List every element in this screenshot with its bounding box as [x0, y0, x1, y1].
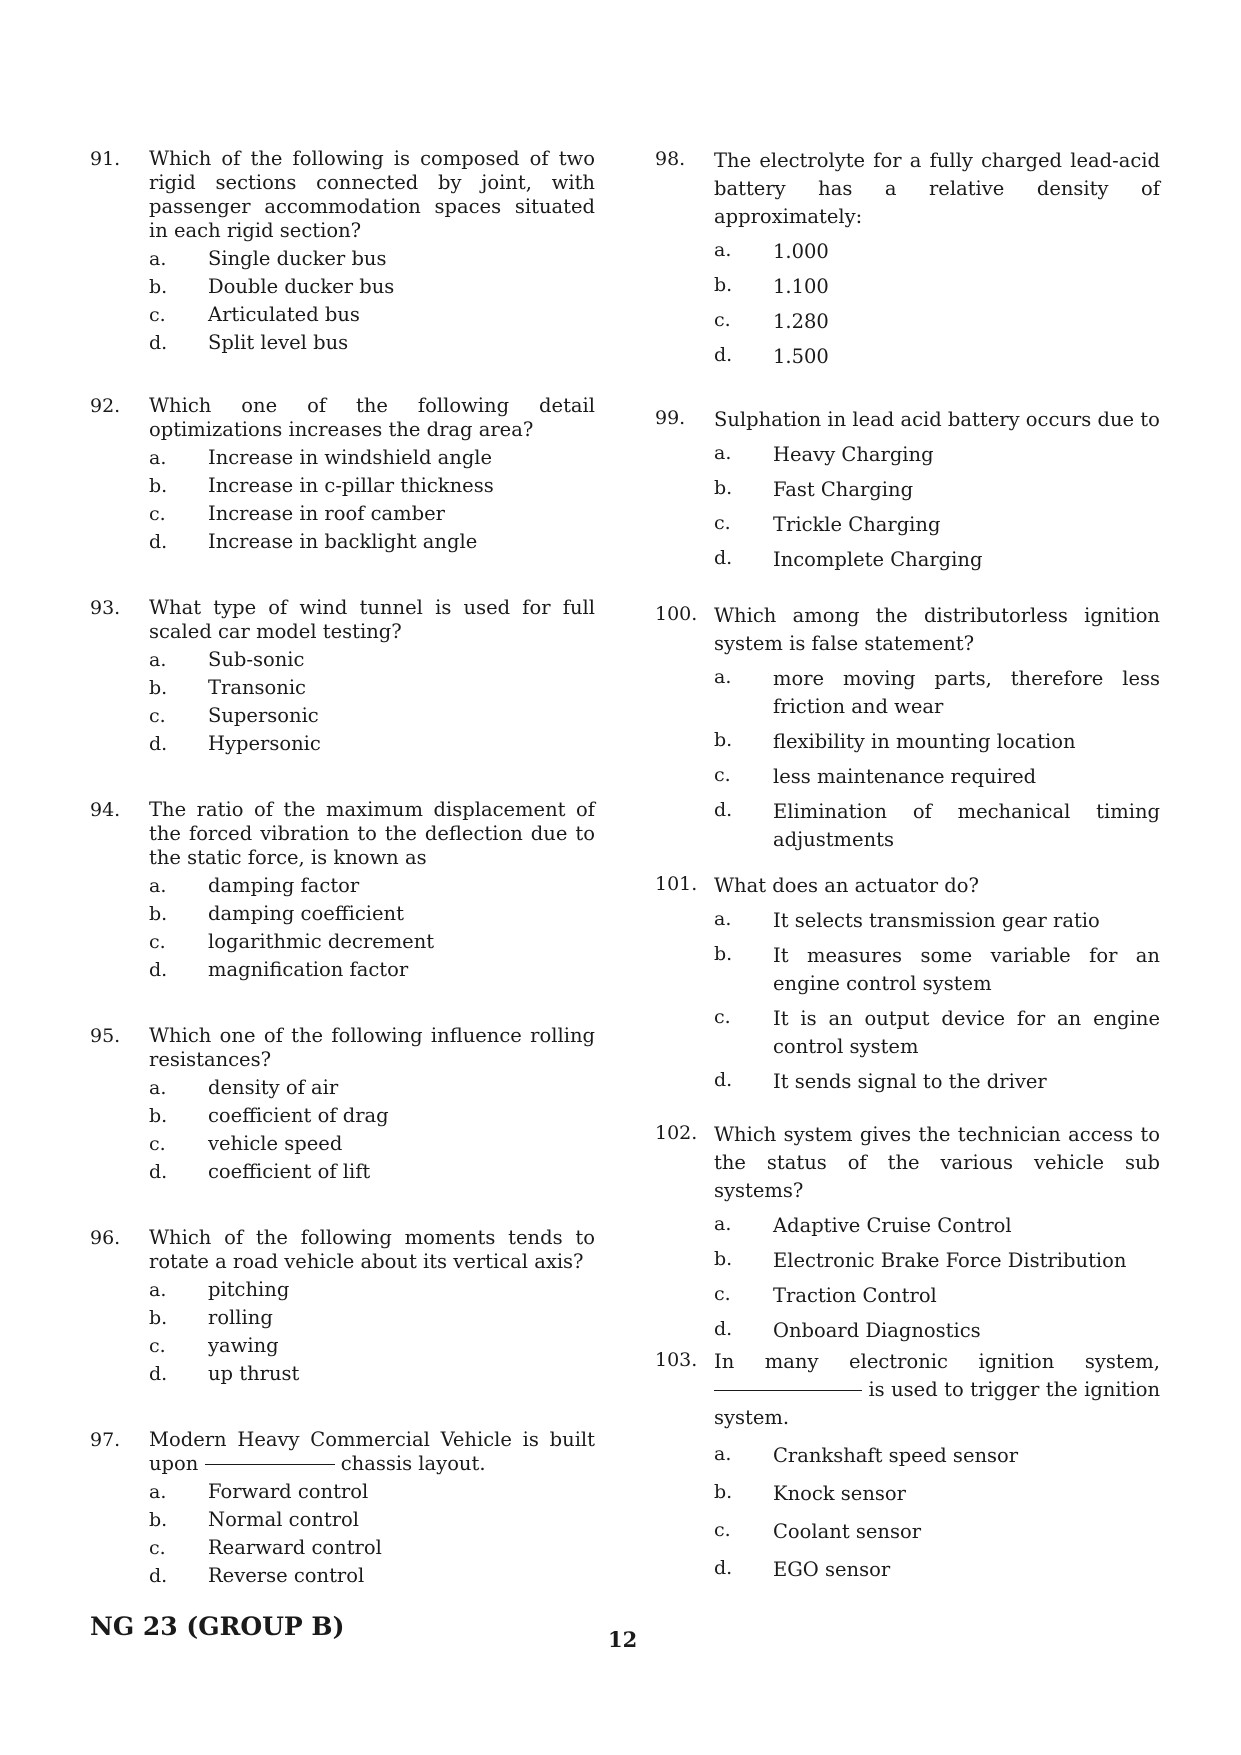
option-c: c. Increase in roof camber [149, 502, 446, 525]
question-number: 94. [90, 799, 121, 821]
option-a: a. Single ducker bus [149, 247, 387, 270]
question-number: 98. [655, 148, 686, 170]
option-c: c. Rearward control [149, 1536, 382, 1559]
question-text: In many electronic ignition system, is used to trigger the ignition system. [714, 1350, 1161, 1429]
option-a: a. Adaptive Cruise Control [714, 1213, 1012, 1237]
option-d: d. 1.500 [714, 344, 829, 368]
question-text: What does an actuator do? [714, 874, 979, 897]
option-d: d. Incomplete Charging [714, 547, 983, 571]
option-b: b. damping coefficient [149, 902, 404, 925]
question-number: 100. [655, 603, 698, 625]
question-103 [655, 1348, 1160, 1584]
question-number: 95. [90, 1025, 121, 1047]
option-a: a. damping factor [149, 874, 360, 897]
option-d: d. up thrust [149, 1362, 300, 1385]
page-number: 12 [608, 1627, 638, 1652]
option-b: b. It measures some variable for an engine control system [714, 943, 1160, 995]
question-102 [655, 1121, 1160, 1345]
question-text: Which one of the following detail optimizations increases the drag area? [149, 394, 595, 441]
question-95 [90, 1024, 595, 1184]
option-a: a. pitching [149, 1278, 290, 1301]
option-c: c. logarithmic decrement [149, 930, 435, 953]
question-number: 99. [655, 407, 686, 429]
option-b: b. Increase in c-pillar thickness [149, 474, 494, 497]
question-96 [90, 1226, 595, 1386]
option-b: b. coefficient of drag [149, 1104, 389, 1127]
question-text: The ratio of the maximum displacement of the forced vibration to the deflection due to the static force, is known as [149, 798, 595, 869]
question-94 [90, 798, 595, 982]
answer-blank [714, 1390, 862, 1391]
option-a: a. density of air [149, 1076, 339, 1099]
option-b: b. rolling [149, 1306, 273, 1329]
question-98 [655, 147, 1160, 371]
question-number: 93. [90, 597, 121, 619]
question-number: 102. [655, 1122, 698, 1144]
question-number: 91. [90, 148, 121, 170]
option-c: c. Articulated bus [149, 303, 360, 326]
option-c: c. vehicle speed [149, 1132, 343, 1155]
option-d: d. Increase in backlight angle [149, 530, 478, 553]
question-101 [655, 872, 1160, 1096]
question-number: 96. [90, 1227, 121, 1249]
option-a: a. Increase in windshield angle [149, 446, 493, 469]
option-d: d. Onboard Diagnostics [714, 1318, 981, 1342]
option-b: b. Electronic Brake Force Distribution [714, 1248, 1127, 1272]
option-b: b. Fast Charging [714, 477, 914, 501]
option-c: c. It is an output device for an engine control system [714, 1006, 1160, 1058]
question-number: 97. [90, 1429, 121, 1451]
question-100 [655, 602, 1160, 854]
option-c: c. yawing [149, 1334, 279, 1357]
option-b: b. Knock sensor [714, 1481, 906, 1505]
option-c: c. Traction Control [714, 1283, 937, 1307]
option-d: d. EGO sensor [714, 1557, 891, 1581]
question-number: 92. [90, 395, 121, 417]
question-97 [90, 1428, 595, 1588]
question-text: Which system gives the technician access to the status of the various vehicle sub systems? [714, 1123, 1160, 1202]
option-b: b. Double ducker bus [149, 275, 395, 298]
question-93 [90, 596, 595, 756]
option-c: c. Supersonic [149, 704, 319, 727]
option-a: a. Heavy Charging [714, 442, 934, 466]
question-text: What type of wind tunnel is used for full scaled car model testing? [149, 596, 595, 643]
question-number: 103. [655, 1349, 698, 1371]
option-c: c. 1.280 [714, 309, 829, 333]
question-92 [90, 394, 595, 554]
question-text: Modern Heavy Commercial Vehicle is built upon chassis layout. [149, 1428, 595, 1475]
option-a: a. more moving parts, therefore less friction and wear [714, 666, 1160, 718]
question-text: Which one of the following influence rolling resistances? [149, 1024, 595, 1071]
option-a: a. Forward control [149, 1480, 369, 1503]
option-d: d. Split level bus [149, 331, 349, 354]
option-c: c. less maintenance required [714, 764, 1037, 788]
option-d: d. Elimination of mechanical timing adjustments [714, 799, 1160, 851]
option-a: a. 1.000 [714, 239, 829, 263]
option-d: d. It sends signal to the driver [714, 1069, 1047, 1093]
option-d: d. magnification factor [149, 958, 409, 981]
question-text: Which of the following moments tends to rotate a road vehicle about its vertical axis? [149, 1226, 595, 1273]
option-b: b. Normal control [149, 1508, 360, 1531]
question-text: Which of the following is composed of two rigid sections connected by joint, with passenger accommodation spaces situated in each rigid section? [149, 147, 595, 242]
question-number: 101. [655, 873, 698, 895]
option-d: d. Hypersonic [149, 732, 321, 755]
option-b: b. flexibility in mounting location [714, 729, 1076, 753]
answer-blank [205, 1464, 335, 1465]
option-c: c. Coolant sensor [714, 1519, 922, 1543]
question-text: Sulphation in lead acid battery occurs due to [714, 408, 1160, 431]
option-a: a. It selects transmission gear ratio [714, 908, 1100, 932]
question-text: Which among the distributorless ignition system is false statement? [714, 604, 1160, 655]
option-a: a. Sub-sonic [149, 648, 305, 671]
question-91 [90, 147, 595, 355]
option-b: b. 1.100 [714, 274, 829, 298]
option-b: b. Transonic [149, 676, 306, 699]
question-text: The electrolyte for a fully charged lead-acid battery has a relative density of approximately: [714, 149, 1160, 228]
paper-code: NG 23 (GROUP B) [90, 1612, 345, 1641]
option-d: d. coefficient of lift [149, 1160, 371, 1183]
option-c: c. Trickle Charging [714, 512, 941, 536]
question-99 [655, 406, 1160, 574]
option-d: d. Reverse control [149, 1564, 365, 1587]
option-a: a. Crankshaft speed sensor [714, 1443, 1019, 1467]
